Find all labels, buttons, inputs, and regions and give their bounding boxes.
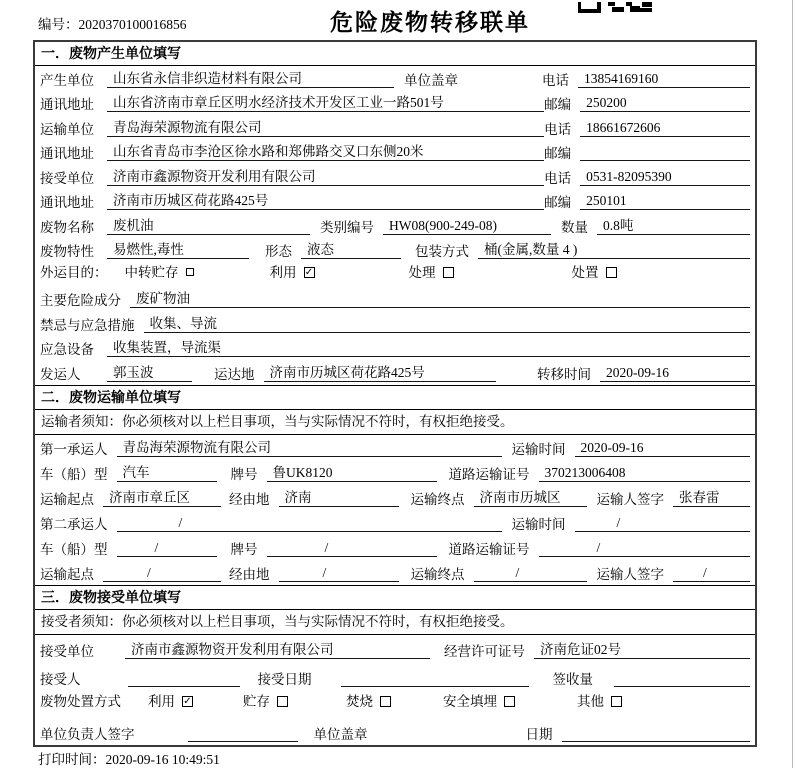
zip3-value: 250101 [580,193,750,210]
form-number-label: 编号： [38,17,79,32]
property-value: 易燃性,毒性 [107,242,249,259]
purpose-option-label: 利用 [269,265,297,281]
disposal-option-landfill [443,694,515,709]
plate1-value: 鲁UK8120 [267,465,437,482]
producer-label: 产生单位 [40,72,94,88]
sign-qty-label: 签收量 [552,671,593,687]
row-route1 [40,485,750,510]
purpose-option-disposal [572,265,617,280]
vehicle1-label: 车（船）型 [40,466,108,482]
permit-label: 经营许可证号 [444,644,525,659]
purpose-option-treatment [409,265,454,280]
via1-value: 济南 [279,490,399,507]
carrier2-value: / [117,515,502,532]
checkbox-transfer-storage [186,268,194,276]
section-transport [35,385,755,585]
zip2-value [580,159,750,161]
disposal-option-label: 焚烧 [346,694,373,710]
via2-label: 经由地 [229,566,270,582]
print-time [38,748,220,768]
acceptor-value [128,685,240,687]
receiver-label: 接受单位 [40,170,94,186]
sign-qty-value [614,685,750,687]
waste-name-label: 废物名称 [40,219,94,235]
carrier1-label: 第一承运人 [40,441,108,457]
zip3-label: 邮编 [544,195,572,210]
transporter-label: 运输单位 [40,121,94,137]
section-receiver-title: 三．废物接受单位填写 [35,586,755,610]
end1-label: 运输终点 [410,491,465,507]
section-receiver [35,585,755,745]
time2-value: / [575,515,751,532]
qr-code-fragment [578,0,654,18]
quantity-label: 数量 [561,219,588,235]
row-receiving-unit [40,635,750,663]
phone2-value: 18661672606 [580,120,750,137]
origin1-label: 运输起点 [40,491,94,507]
disposal-option-use [148,694,193,709]
disposal-option-label: 利用 [148,694,175,710]
zip2-label: 邮编 [544,146,572,161]
phone1-value: 13854169160 [578,71,750,88]
receiving-unit-label: 接受单位 [40,644,94,659]
vehicle2-value: / [117,540,217,557]
end2-label: 运输终点 [410,566,465,582]
shipper-value: 郭玉波 [107,365,192,382]
row-vehicle1 [40,460,750,485]
taboo-value: 收集、导流 [144,316,751,333]
section-producer-title: 一．废物产生单位填写 [35,42,755,66]
checkbox-use: ✓ [304,267,314,279]
packing-label: 包装方式 [415,244,469,259]
sign1-value: 张春雷 [673,490,750,507]
unit-seal-label: 单位盖章 [404,72,458,88]
disposal-option-label: 贮存 [243,694,270,710]
form-number [38,13,187,33]
phone1-label: 电话 [542,72,569,88]
via2-value: / [279,565,399,582]
manager-sign-value [188,740,298,742]
plate2-value: / [267,540,437,557]
row-vehicle2 [40,535,750,560]
plate2-label: 牌号 [230,541,258,557]
license2-label: 道路运输证号 [448,541,530,557]
origin2-label: 运输起点 [40,566,94,582]
transporter-value: 青岛海荣源物流有限公司 [107,120,544,137]
permit-value: 济南危证02号 [534,642,750,659]
row-disposal-method [40,690,750,718]
quantity-value: 0.8吨 [597,218,750,235]
license1-label: 道路运输证号 [448,466,530,482]
receiver-notice: 接受者须知：你必须核对以上栏目事项，当与实际情况不符时，有权拒绝接受。 [35,610,755,635]
equipment-value: 收集装置，导流渠 [107,340,750,357]
end1-value: 济南市历城区 [474,490,587,507]
addr3-value: 济南市历城区荷花路425号 [107,193,544,210]
row-receiver [40,164,750,189]
dest-value: 济南市历城区荷花路425号 [264,365,496,382]
zip1-label: 邮编 [544,97,572,112]
row-purpose [40,262,750,287]
checkbox-disposal-landfill [504,696,515,707]
transfer-form-table [33,40,757,747]
category-label: 类别编号 [320,219,374,235]
packing-value: 桶(金属,数量 4 ) [478,242,750,259]
disposal-option-other [577,694,622,709]
checkbox-disposal [606,267,617,278]
row-carrier2 [40,510,750,535]
producer-value: 山东省永信非织造材料有限公司 [107,71,394,88]
addr3-label: 通讯地址 [40,195,94,210]
vehicle2-label: 车（船）型 [40,541,108,557]
sign1-label: 运输人签字 [596,491,664,507]
purpose-label: 外运目的： [40,265,108,281]
sign2-label: 运输人签字 [596,566,664,582]
accept-date-label: 接受日期 [257,671,312,687]
transfer-date-value: 2020-09-16 [600,365,750,382]
row-producer-address [40,91,750,116]
date-value [562,740,751,742]
row-transporter [40,115,750,140]
section-transport-title: 二．废物运输单位填写 [35,386,755,410]
origin2-value: / [103,565,221,582]
purpose-option-label: 处理 [408,265,436,281]
manager-sign-label: 单位负责人签字 [40,726,135,742]
carrier1-value: 青岛海荣源物流有限公司 [117,440,502,457]
print-time-label: 打印时间： [38,752,106,767]
section-producer [35,42,755,385]
row-emergency-equipment [40,336,750,361]
checkbox-disposal-storage [277,696,288,707]
hazard-value: 废矿物油 [130,291,750,308]
disposal-option-label: 安全填埋 [443,694,497,710]
category-value: HW08(900-249-08) [383,218,551,235]
license2-value: / [539,540,751,557]
phone3-value: 0531-82095390 [580,169,750,186]
acceptor-label: 接受人 [40,671,81,687]
vehicle1-value: 汽车 [117,465,217,482]
form-label: 形态 [265,244,292,259]
row-manager-sign [40,717,750,745]
addr2-value: 山东省青岛市李沧区徐水路和郑佛路交叉口东侧20米 [107,144,544,161]
transport-notice: 运输者须知：你必须核对以上栏目事项，当与实际情况不符时，有权拒绝接受。 [35,410,755,435]
row-waste-property [40,238,750,263]
waste-name-value: 废机油 [107,218,310,235]
taboo-label: 禁忌与应急措施 [40,317,135,333]
purpose-option-label: 处置 [571,265,599,281]
carrier2-label: 第二承运人 [40,516,108,532]
date-label: 日期 [525,726,553,742]
addr1-value: 山东省济南市章丘区明水经济技术开发区工业一路501号 [107,95,544,112]
row-transporter-address [40,140,750,165]
plate1-label: 牌号 [230,466,258,482]
checkbox-treatment [443,267,454,278]
addr1-label: 通讯地址 [40,97,94,112]
form-title: 危险废物转移联单 [330,9,530,35]
shipper-label: 发运人 [40,366,81,382]
print-time-value: 2020-09-16 10:49:51 [105,752,220,767]
purpose-option-use [270,265,315,280]
accept-date-value [341,685,529,687]
dest-label: 运达地 [214,366,255,382]
phone2-label: 电话 [544,121,572,137]
row-route2 [40,560,750,585]
time1-value: 2020-09-16 [575,440,751,457]
origin1-value: 济南市章丘区 [103,490,221,507]
end2-value: / [474,565,587,582]
disposal-label: 废物处置方式 [40,694,121,710]
purpose-option-label: 中转贮存 [124,265,179,281]
disposal-option-storage [243,694,288,709]
row-receiver-address [40,189,750,214]
zip1-value: 250200 [580,95,750,112]
addr2-label: 通讯地址 [40,146,94,161]
checkbox-disposal-incineration [380,696,391,707]
receiver-seal-label: 单位盖章 [313,726,368,742]
transfer-date-label: 转移时间 [537,366,591,382]
receiver-value: 济南市鑫源物资开发利用有限公司 [107,169,544,186]
row-taboo-measures [40,311,750,336]
form-value: 液态 [301,242,401,259]
phone3-label: 电话 [544,170,572,186]
disposal-option-incineration [346,694,391,709]
sign2-value: / [673,565,750,582]
page-right-edge [792,0,793,768]
purpose-option-transfer-storage [125,265,194,280]
checkbox-disposal-other [611,696,622,707]
row-shipper [40,360,750,385]
row-hazard-component [40,287,750,312]
time1-label: 运输时间 [511,441,566,457]
license1-value: 370213006408 [539,465,751,482]
row-waste-name [40,213,750,238]
property-label: 废物特性 [40,244,94,259]
equipment-label: 应急设备 [40,342,94,357]
disposal-option-label: 其他 [577,694,604,710]
checkbox-disposal-use: ✓ [183,696,192,708]
via1-label: 经由地 [229,491,270,507]
form-number-value: 2020370100016856 [78,17,187,32]
time2-label: 运输时间 [511,516,566,532]
row-producer [40,66,750,91]
row-acceptor [40,662,750,690]
row-carrier1 [40,435,750,460]
receiving-unit-value: 济南市鑫源物资开发利用有限公司 [125,642,430,659]
hazard-label: 主要危险成分 [40,293,121,308]
